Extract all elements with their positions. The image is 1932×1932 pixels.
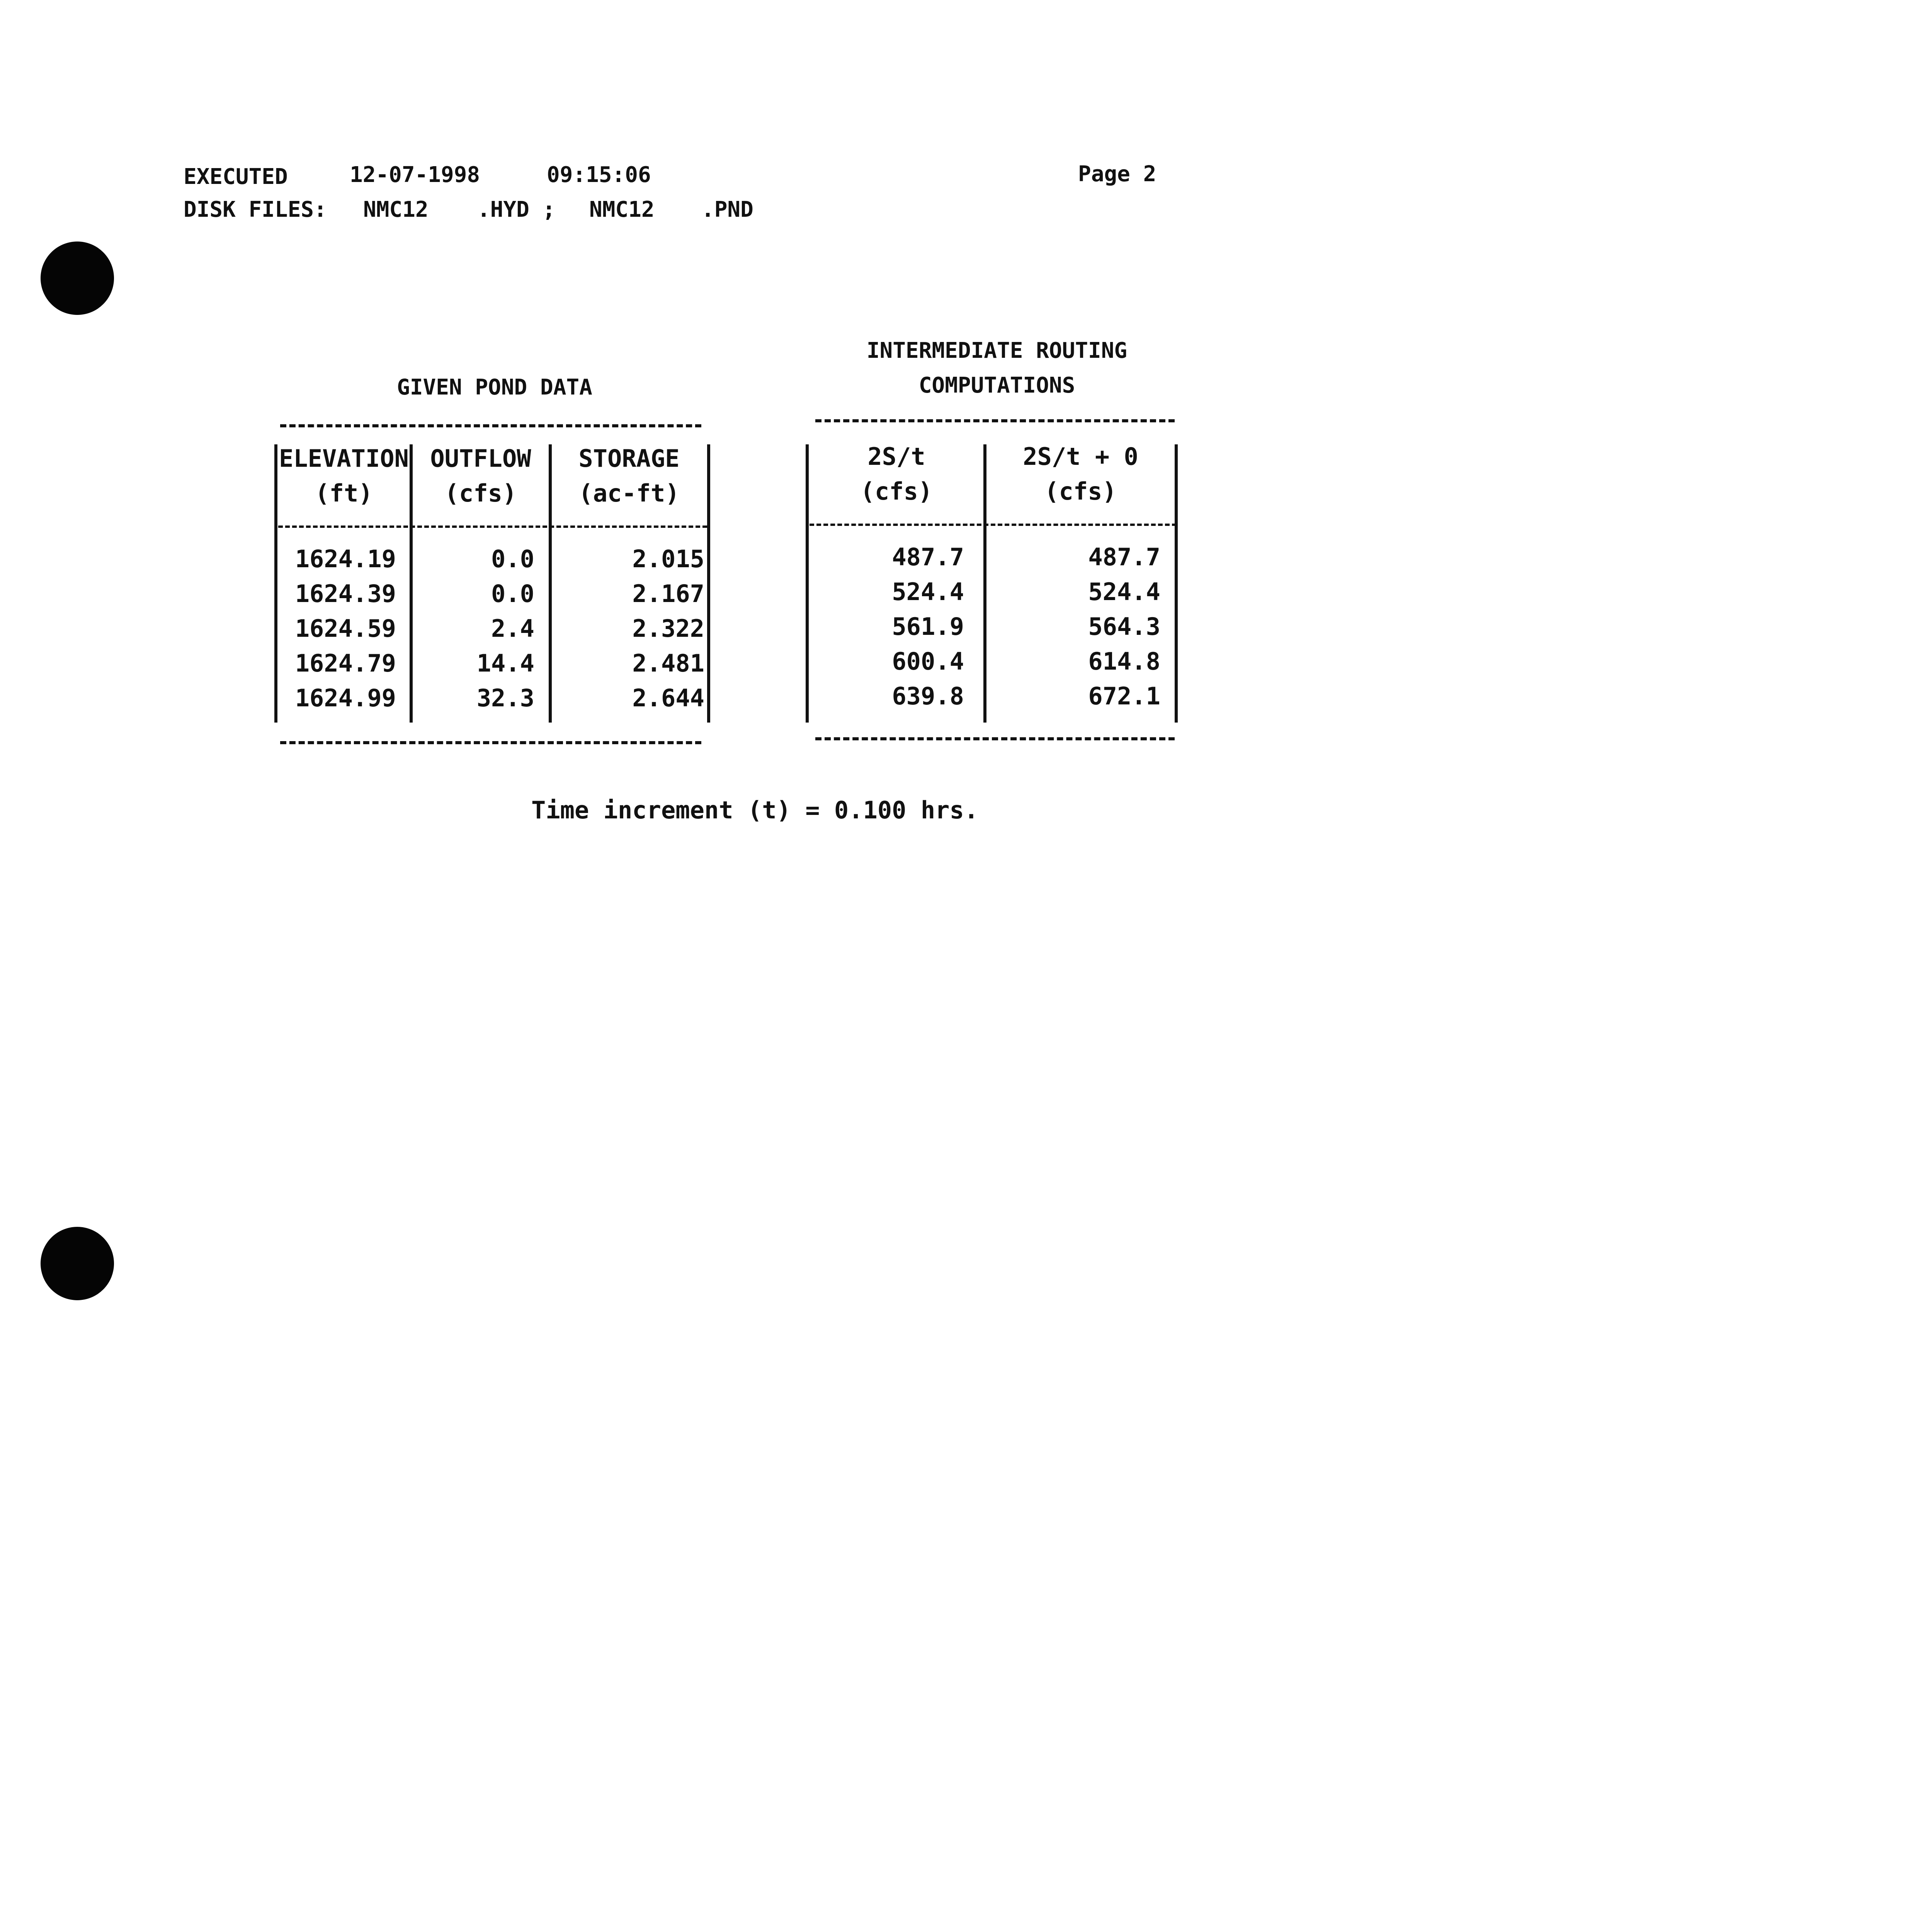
pond-table-title: GIVEN POND DATA: [397, 375, 592, 400]
pond-elevation-cell: 1624.99: [295, 684, 396, 712]
pond-outflow-cell: 0.0: [491, 580, 534, 608]
disk-file-1-name: NMC12: [363, 197, 429, 222]
disk-file-2-ext: .PND: [701, 197, 753, 222]
routing-col-2st-name: 2S/t: [867, 442, 925, 471]
routing-2st-plus-o-cell: 672.1: [1088, 682, 1160, 710]
disk-file-1-ext: .HYD ;: [477, 197, 556, 222]
routing-2st-plus-o-cell: 564.3: [1088, 612, 1160, 641]
routing-table-header-rule: [810, 524, 1177, 528]
time-increment-note: Time increment (t) = 0.100 hrs.: [531, 796, 979, 824]
pond-storage-cell: 2.015: [632, 545, 704, 573]
pond-outflow-cell: 0.0: [491, 545, 534, 573]
routing-table-separator: [983, 444, 986, 723]
executed-time: 09:15:06: [547, 162, 651, 187]
routing-2st-cell: 524.4: [892, 578, 964, 606]
routing-2st-cell: 600.4: [892, 647, 964, 675]
pond-table-border-right: [707, 444, 710, 723]
pond-table-border-left: [274, 444, 277, 723]
pond-elevation-cell: 1624.19: [295, 545, 396, 573]
pond-table-separator-2: [549, 444, 552, 723]
pond-col-outflow-name: OUTFLOW: [430, 444, 531, 473]
pond-storage-cell: 2.167: [632, 580, 704, 608]
pond-col-elevation-name: ELEVATION: [279, 444, 409, 473]
pond-outflow-cell: 14.4: [476, 649, 534, 677]
routing-table-title-line2: COMPUTATIONS: [918, 373, 1075, 398]
pond-elevation-cell: 1624.79: [295, 649, 396, 677]
pond-table-bottom-rule: [280, 741, 701, 744]
punch-hole-middle: [41, 1227, 114, 1300]
pond-table-separator-1: [410, 444, 413, 723]
pond-storage-cell: 2.322: [632, 614, 704, 643]
pond-outflow-cell: 2.4: [491, 614, 534, 643]
routing-table-top-rule: [815, 419, 1175, 422]
executed-date: 12-07-1998: [350, 162, 480, 187]
routing-2st-cell: 561.9: [892, 612, 964, 641]
pond-col-storage-name: STORAGE: [578, 444, 680, 473]
executed-label: EXECUTED: [184, 164, 288, 189]
routing-col-2st-unit: (cfs): [860, 477, 933, 505]
pond-elevation-cell: 1624.39: [295, 580, 396, 608]
pond-outflow-cell: 32.3: [476, 684, 534, 712]
routing-2st-plus-o-cell: 614.8: [1088, 647, 1160, 675]
pond-col-storage-unit: (ac-ft): [578, 479, 680, 507]
routing-col-2st-plus-o-name: 2S/t + 0: [1023, 442, 1138, 471]
pond-col-outflow-unit: (cfs): [444, 479, 517, 507]
routing-table-bottom-rule: [815, 737, 1175, 740]
pond-table-top-rule: [280, 424, 701, 427]
disk-files-label: DISK FILES:: [184, 197, 327, 222]
routing-table-border-right: [1175, 444, 1178, 723]
routing-2st-plus-o-cell: 487.7: [1088, 543, 1160, 571]
routing-2st-cell: 487.7: [892, 543, 964, 571]
routing-2st-cell: 639.8: [892, 682, 964, 710]
routing-col-2st-plus-o-unit: (cfs): [1044, 477, 1117, 505]
pond-col-elevation-unit: (ft): [315, 479, 373, 507]
routing-table-title-line1: INTERMEDIATE ROUTING: [866, 338, 1128, 363]
pond-table-header-rule: [278, 526, 707, 530]
routing-table-border-left: [806, 444, 809, 723]
routing-2st-plus-o-cell: 524.4: [1088, 578, 1160, 606]
page-number: Page 2: [1078, 162, 1156, 187]
pond-storage-cell: 2.481: [632, 649, 704, 677]
pond-elevation-cell: 1624.59: [295, 614, 396, 643]
punch-hole-top: [41, 242, 114, 315]
pond-storage-cell: 2.644: [632, 684, 704, 712]
disk-file-2-name: NMC12: [589, 197, 655, 222]
